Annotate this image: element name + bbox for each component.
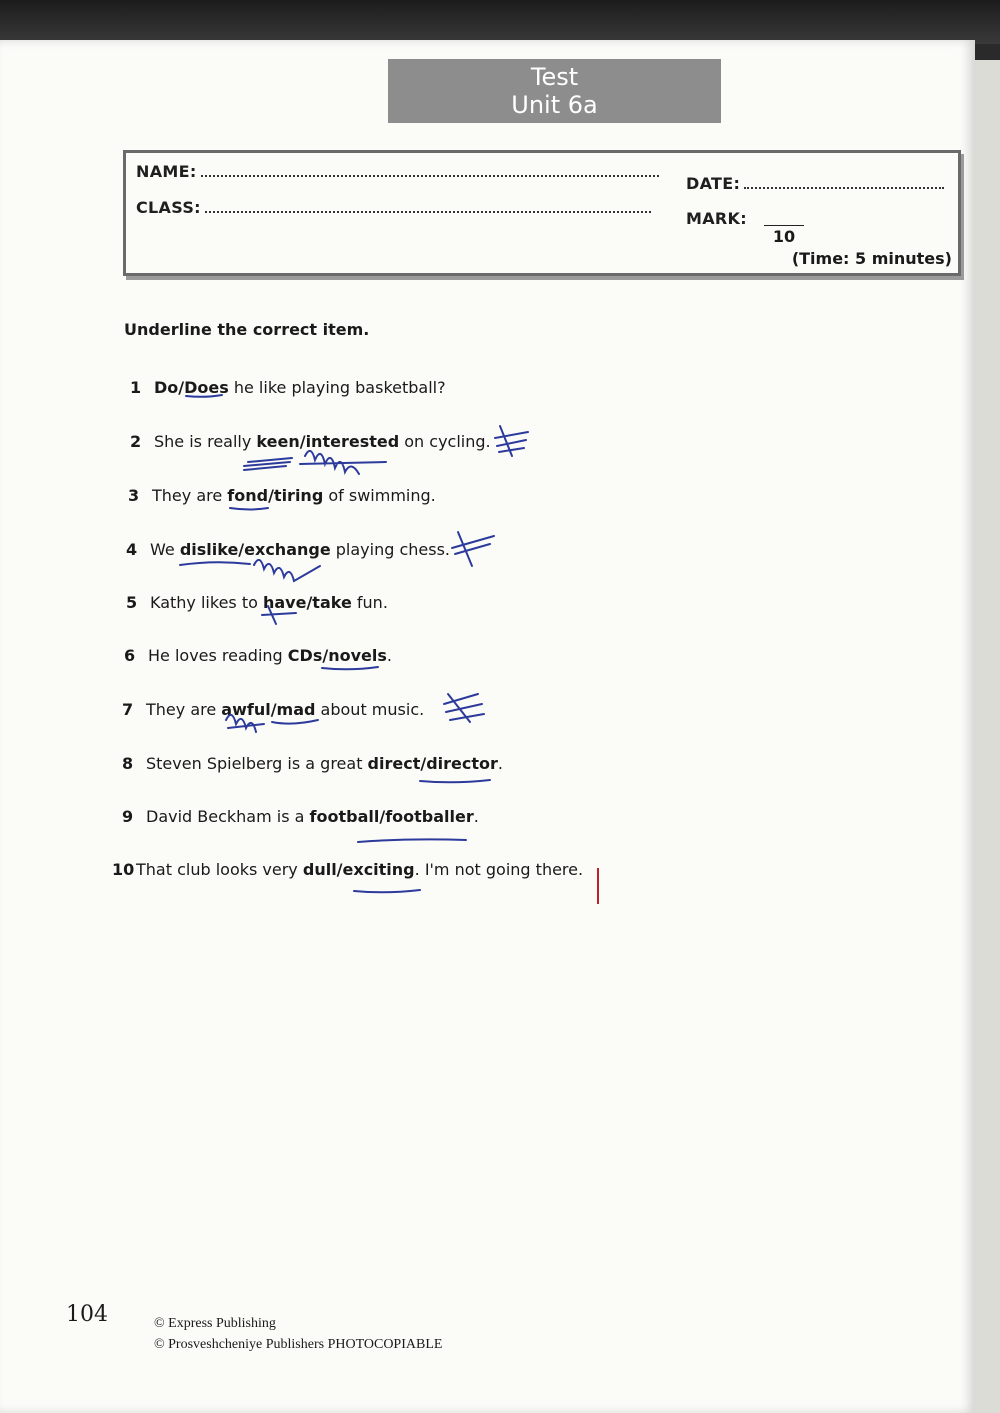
name-field (136, 161, 659, 181)
class-field (136, 197, 651, 217)
name-dotted-line (201, 161, 659, 177)
class-dotted-line (205, 197, 651, 213)
question-number: 8 (122, 754, 134, 773)
question-text-before: They are (152, 486, 228, 505)
copyright-express: © Express Publishing (154, 1316, 276, 1331)
question-text-after: he like playing basketball? (228, 378, 446, 397)
name-label: NAME: (136, 162, 197, 181)
question-text-after: . (473, 807, 479, 826)
question-text-after: . (386, 646, 392, 665)
answer-options: awful/mad (221, 700, 316, 719)
question-text-after: on cycling. (399, 432, 491, 451)
question-6 (124, 646, 392, 665)
question-number: 7 (122, 700, 134, 719)
answer-options: CDs/novels (287, 646, 387, 665)
mark-total: 10 (764, 225, 804, 246)
answer-options: dull/exciting (302, 860, 415, 879)
question-text-after: . (497, 754, 503, 773)
answer-options: keen/interested (256, 432, 400, 451)
date-label: DATE: (686, 174, 741, 193)
test-title-box (388, 59, 721, 123)
question-1 (130, 378, 446, 397)
title-line-1: Test (530, 63, 579, 91)
mark-label: MARK: (686, 209, 747, 228)
question-number: 5 (126, 593, 138, 612)
question-9 (122, 807, 479, 826)
question-3 (128, 486, 436, 505)
time-note: (Time: 5 minutes) (791, 249, 952, 268)
question-text-before: He loves reading (148, 646, 288, 665)
question-text-before: They are (146, 700, 222, 719)
mark-field (686, 209, 747, 228)
scan-top-edge (0, 0, 1000, 44)
answer-options: fond/tiring (227, 486, 324, 505)
copyright-prosveshcheniye: © Prosveshcheniye Publishers PHOTOCOPIABLE (154, 1337, 443, 1352)
question-text-before: We (150, 540, 180, 559)
question-7 (122, 700, 424, 719)
answer-options: Do/Does (154, 378, 229, 397)
question-number: 6 (124, 646, 136, 665)
page-edge-strip (975, 60, 1000, 1413)
question-8 (122, 754, 503, 773)
student-info-box (123, 150, 961, 276)
date-dotted-line (744, 173, 944, 189)
question-number: 2 (130, 432, 142, 451)
question-text-after: of swimming. (323, 486, 436, 505)
question-number: 1 (130, 378, 142, 397)
question-text-after: . I'm not going there. (414, 860, 584, 879)
question-text-after: playing chess. (330, 540, 451, 559)
question-number: 4 (126, 540, 138, 559)
page-number: 104 (66, 1302, 108, 1327)
question-number: 3 (128, 486, 140, 505)
question-number: 9 (122, 807, 134, 826)
question-2 (130, 432, 491, 451)
question-text-after: about music. (315, 700, 425, 719)
answer-options: football/footballer (309, 807, 474, 826)
question-number: 10 (112, 860, 135, 879)
answer-options: have/take (262, 593, 352, 612)
question-text-before: She is really (154, 432, 257, 451)
question-text-before: Kathy likes to (150, 593, 263, 612)
question-5 (126, 593, 388, 612)
date-field (686, 173, 944, 193)
question-text-before: Steven Spielberg is a great (146, 754, 368, 773)
question-text-before: David Beckham is a (146, 807, 310, 826)
class-label: CLASS: (136, 198, 201, 217)
answer-options: direct/director (367, 754, 498, 773)
question-text-before: That club looks very (136, 860, 303, 879)
question-text-after: fun. (351, 593, 388, 612)
instruction: Underline the correct item. (124, 320, 370, 339)
question-10 (112, 860, 583, 879)
title-line-2: Unit 6a (511, 91, 598, 119)
question-4 (126, 540, 450, 559)
answer-options: dislike/exchange (179, 540, 331, 559)
